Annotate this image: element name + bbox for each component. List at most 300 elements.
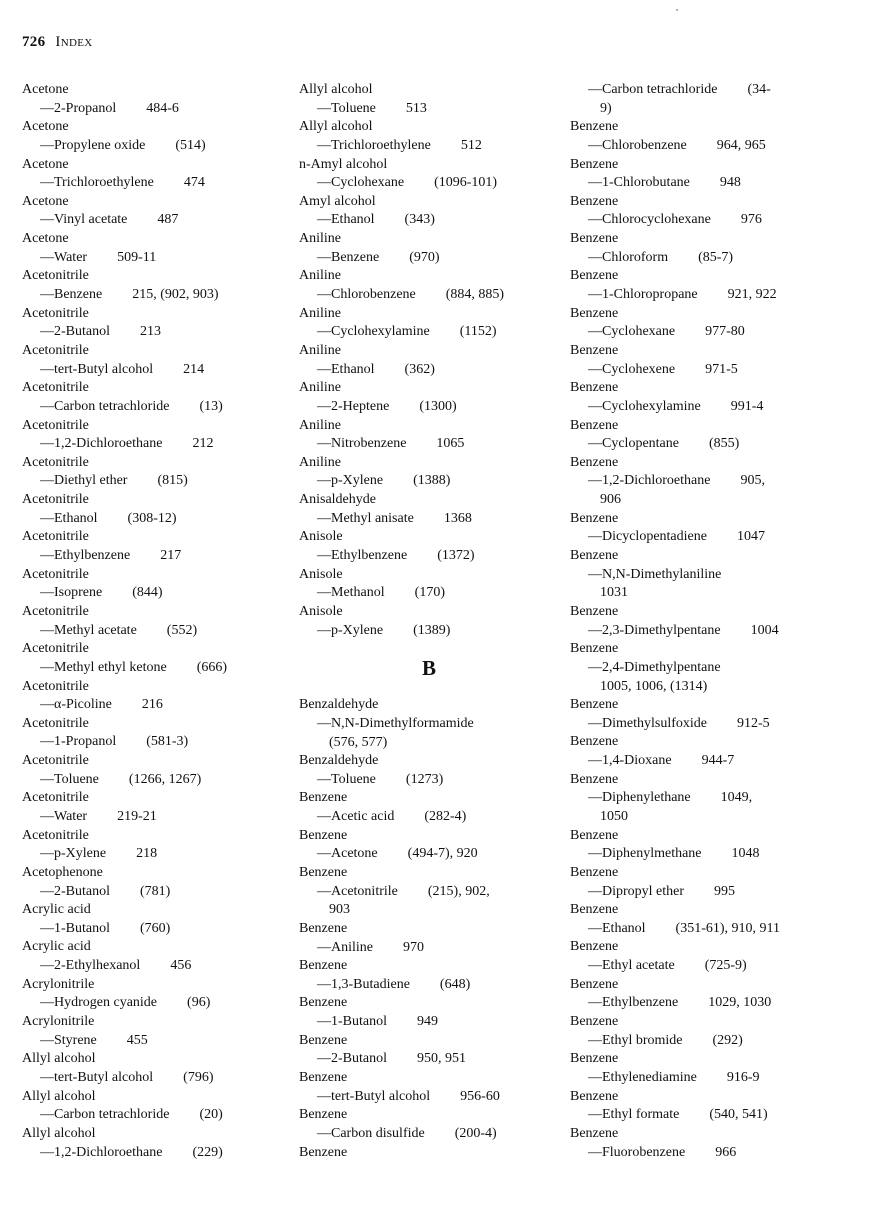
page-references: (666) [196, 659, 228, 675]
index-subentry [570, 566, 860, 585]
page-references: (970) [409, 249, 440, 265]
index-heading: Benzene [570, 939, 619, 955]
index-subentry [299, 1050, 559, 1069]
subentry-term: —1-Chlorobutane [588, 175, 690, 191]
subentry-term: —Cyclohexylamine [588, 398, 701, 414]
page-references: 995 [714, 883, 736, 899]
index-heading: Aniline [299, 342, 341, 358]
subentry-term: —Dipropyl ether [588, 883, 685, 899]
subentry-term: —2-Ethylhexanol [40, 958, 141, 974]
subentry-term: —Aniline [317, 939, 373, 955]
index-heading: Allyl alcohol [22, 1051, 96, 1067]
index-subentry [299, 808, 559, 827]
index-heading: Benzene [570, 976, 619, 992]
index-heading: Benzene [570, 119, 619, 135]
subentry-term: —N,N-Dimethylaniline [588, 566, 722, 582]
page-references: 971-5 [705, 361, 738, 377]
subentry-term: —tert-Butyl alcohol [317, 1088, 431, 1104]
index-heading: Benzene [570, 342, 619, 358]
index-subentry [570, 752, 860, 771]
page-references: 512 [460, 137, 482, 153]
index-heading: Benzene [570, 771, 619, 787]
index-heading: Benzene [570, 380, 619, 396]
page-references: (215), 902, [427, 883, 490, 899]
index-subentry [299, 1125, 559, 1144]
index-heading: Allyl alcohol [22, 1125, 96, 1141]
index-subentry [570, 323, 860, 342]
subentry-term: —Carbon tetrachloride [40, 398, 170, 414]
index-subentry [570, 957, 860, 976]
index-heading: Benzene [299, 1144, 348, 1160]
subentry-term: —p-Xylene [317, 622, 384, 638]
subentry-term: —Diethyl ether [40, 473, 128, 489]
index-subentry [299, 1088, 559, 1107]
page-references-continued: 9) [600, 100, 612, 116]
subentry-term: —Chlorocyclohexane [588, 212, 711, 228]
index-subentry [299, 1013, 559, 1032]
index-subentry [570, 211, 860, 230]
subentry-term: —2-Propanol [40, 100, 117, 116]
index-heading: Aniline [299, 454, 341, 470]
page-references-continued: 1050 [600, 808, 628, 824]
index-heading: Allyl alcohol [299, 82, 373, 97]
index-subentry [299, 771, 559, 790]
index-heading: Benzene [570, 1088, 619, 1104]
page-references: 487 [157, 212, 179, 228]
subentry-term: —Ethanol [588, 920, 646, 936]
page-references: 1065 [436, 436, 465, 452]
index-subentry [570, 920, 860, 939]
index-heading: Acetonitrile [22, 566, 89, 582]
subentry-term: —Fluorobenzene [588, 1144, 686, 1160]
subentry-term: —Diphenylethane [588, 790, 691, 806]
page-references: (229) [192, 1144, 223, 1160]
page-number: 726 [22, 34, 46, 50]
index-heading: Benzene [570, 268, 619, 284]
page-references: (20) [199, 1107, 223, 1123]
index-heading: Benzene [299, 827, 348, 843]
index-heading: Benzaldehyde [299, 697, 379, 713]
page-references: (781) [140, 883, 171, 899]
index-column-3 [570, 81, 860, 1162]
page-references: (648) [439, 976, 471, 992]
index-subentry [299, 323, 559, 342]
index-subentry [299, 622, 559, 641]
page-references: 484-6 [146, 100, 179, 116]
index-subentry [570, 435, 860, 454]
index-heading: Aniline [299, 268, 341, 284]
index-heading: Benzene [570, 156, 619, 172]
index-heading: Acetonitrile [22, 641, 89, 657]
page-references: (581-3) [146, 734, 189, 750]
index-subentry [299, 715, 559, 734]
index-subentry [22, 733, 287, 752]
index-heading: Benzene [570, 1051, 619, 1067]
index-subentry [299, 472, 559, 491]
subentry-term: —Vinyl acetate [40, 212, 128, 228]
index-heading: Allyl alcohol [299, 119, 373, 135]
subentry-term: —Water [40, 808, 88, 824]
index-heading: Acetonitrile [22, 715, 89, 731]
subentry-term: —Acetic acid [317, 809, 395, 825]
index-heading: Benzene [570, 734, 619, 750]
page-references: (34- [747, 82, 771, 97]
index-heading: Acetonitrile [22, 305, 89, 321]
index-subentry [299, 845, 559, 864]
page-references: (884, 885) [445, 287, 505, 303]
page-references: (362) [404, 361, 435, 377]
index-heading: Acetone [22, 231, 69, 247]
index-subentry [299, 211, 559, 230]
index-subentry [570, 398, 860, 417]
index-subentry [22, 398, 287, 417]
page-references: (85-7) [698, 249, 734, 265]
page-references: (844) [132, 585, 163, 601]
subentry-term: —Dimethylsulfoxide [588, 715, 707, 731]
subentry-term: —Chlorobenzene [317, 287, 416, 303]
subentry-term: —Cyclohexene [588, 361, 676, 377]
subentry-term: —Methanol [317, 585, 385, 601]
page-references: (170) [414, 585, 445, 601]
page-references: (815) [157, 473, 188, 489]
subentry-term: —Chloroform [588, 249, 669, 265]
index-heading: Benzene [299, 790, 348, 806]
page-references: 215, (902, 903) [132, 287, 219, 303]
index-heading: Benzene [299, 958, 348, 974]
subentry-term: —Isoprene [40, 585, 103, 601]
subentry-term: —Hydrogen cyanide [40, 995, 158, 1011]
page-references: (1300) [419, 398, 457, 414]
page-references: 456 [170, 958, 192, 974]
page-references: 950, 951 [417, 1051, 466, 1067]
index-heading: Acetonitrile [22, 603, 89, 619]
index-heading: Acrylonitrile [22, 1014, 95, 1030]
index-heading: Aniline [299, 305, 341, 321]
index-subentry [570, 137, 860, 156]
subentry-term: —Diphenylmethane [588, 846, 702, 862]
index-subentry [22, 361, 287, 380]
index-subentry [22, 1144, 287, 1163]
page-references-continued: 906 [600, 492, 621, 508]
page-references-continued: 1005, 1006, (1314) [600, 678, 708, 694]
subentry-term: —Cyclohexylamine [317, 324, 430, 340]
index-subentry [22, 1069, 287, 1088]
subentry-term: —Methyl acetate [40, 622, 137, 638]
subentry-term: —Acetone [317, 846, 378, 862]
index-subentry [299, 939, 559, 958]
page-references: 509-11 [117, 249, 157, 265]
subentry-term: —Carbon tetrachloride [588, 82, 718, 97]
subentry-term: —2-Heptene [317, 398, 390, 414]
page-references: 216 [141, 697, 163, 713]
index-heading: Benzene [570, 1014, 619, 1030]
page-references: (514) [175, 137, 206, 153]
section-letter: B [421, 656, 436, 681]
index-subentry [22, 659, 287, 678]
index-subentry [22, 883, 287, 902]
running-title: Index [55, 34, 93, 50]
index-heading: Acetone [22, 82, 69, 97]
page-references: 976 [740, 212, 762, 228]
index-subentry [22, 696, 287, 715]
page-references: (308-12) [127, 510, 177, 526]
index-subentry [22, 435, 287, 454]
index-heading: Acrylonitrile [22, 976, 95, 992]
subentry-term: —Styrene [40, 1032, 97, 1048]
subentry-term: —Chlorobenzene [588, 137, 687, 153]
page-references: 1004 [750, 622, 779, 638]
index-heading: Benzene [570, 193, 619, 209]
page-references: 964, 965 [716, 137, 766, 153]
subentry-term: —Cyclohexane [317, 175, 405, 191]
page-references: (351-61), 910, 911 [675, 920, 781, 936]
index-subentry [570, 789, 860, 808]
subentry-term: —Ethanol [40, 510, 98, 526]
index-subentry [22, 1106, 287, 1125]
index-subentry [570, 845, 860, 864]
index-subentry [299, 286, 559, 305]
index-heading: Acetonitrile [22, 454, 89, 470]
index-heading: Aniline [299, 380, 341, 396]
subentry-term: —Cyclopentane [588, 436, 679, 452]
subentry-term: —1-Chloropropane [588, 287, 698, 303]
subentry-term: —Cyclohexane [588, 324, 676, 340]
subentry-term: —2-Butanol [317, 1051, 387, 1067]
page-references: 956-60 [460, 1088, 500, 1104]
subentry-term: —2-Butanol [40, 883, 110, 899]
index-subentry [22, 584, 287, 603]
index-heading: Benzene [299, 920, 348, 936]
page-references: (796) [183, 1069, 214, 1085]
index-heading: Benzene [570, 548, 619, 564]
index-heading: Benzene [570, 902, 619, 918]
subentry-term: —Ethanol [317, 212, 375, 228]
subentry-term: —Ethyl bromide [588, 1032, 683, 1048]
index-heading: Benzene [299, 864, 348, 880]
index-subentry [570, 472, 860, 491]
index-heading: Acetonitrile [22, 342, 89, 358]
index-heading: Benzaldehyde [299, 753, 379, 769]
page-references: (1266, 1267) [128, 771, 202, 787]
subentry-term: —Toluene [40, 771, 99, 787]
index-subentry [299, 100, 559, 119]
subentry-term: —Methyl ethyl ketone [40, 659, 167, 675]
subentry-term: —1,4-Dioxane [588, 753, 672, 769]
index-heading: Acetonitrile [22, 827, 89, 843]
index-subentry [570, 1069, 860, 1088]
page-references: (292) [712, 1032, 743, 1048]
subentry-term: —2,3-Dimethylpentane [588, 622, 721, 638]
page-references: 219-21 [117, 808, 157, 824]
page-references: (200-4) [454, 1125, 497, 1141]
index-subentry [22, 622, 287, 641]
index-subentry [299, 361, 559, 380]
page-references: 513 [405, 100, 427, 116]
index-subentry [22, 994, 287, 1013]
index-heading: Acetonitrile [22, 790, 89, 806]
index-subentry [22, 100, 287, 119]
page-references: 1048 [731, 846, 760, 862]
subentry-term: —1,3-Butadiene [317, 976, 410, 992]
index-heading: Allyl alcohol [22, 1088, 96, 1104]
subentry-term: —Water [40, 249, 88, 265]
subentry-term: —Propylene oxide [40, 137, 146, 153]
subentry-term: —Benzene [317, 249, 380, 265]
subentry-term: —2,4-Dimethylpentane [588, 659, 721, 675]
index-subentry [299, 249, 559, 268]
page-references: 944-7 [701, 753, 735, 769]
subentry-term: —Ethanol [317, 361, 375, 377]
subentry-term: —α-Picoline [40, 697, 112, 713]
index-subentry [570, 1032, 860, 1051]
subentry-term: —p-Xylene [40, 846, 107, 862]
index-subentry [570, 1144, 860, 1163]
page-references: 217 [160, 548, 182, 564]
page-references: 213 [140, 324, 161, 340]
page-references: 949 [417, 1014, 438, 1030]
subentry-term: —Dicyclopentadiene [588, 529, 707, 545]
index-subentry [570, 528, 860, 547]
index-subentry [299, 174, 559, 193]
subentry-term: —Ethylbenzene [588, 995, 679, 1011]
index-heading: Benzene [299, 1032, 348, 1048]
page-references: 1368 [443, 510, 472, 526]
index-subentry [299, 976, 559, 995]
index-heading: Aniline [299, 231, 341, 247]
page-references: 912-5 [737, 715, 770, 731]
page-references: (725-9) [704, 958, 747, 974]
index-subentry [299, 547, 559, 566]
index-subentry [22, 286, 287, 305]
index-subentry [22, 771, 287, 790]
index-heading: Acetonitrile [22, 678, 89, 694]
subentry-term: —Ethylenediamine [588, 1069, 697, 1085]
index-subentry [22, 920, 287, 939]
page-references-continued: 903 [329, 902, 350, 918]
index-subentry [570, 622, 860, 641]
index-heading: Benzene [570, 231, 619, 247]
index-heading: Acetone [22, 156, 69, 172]
index-subentry [22, 249, 287, 268]
subentry-term: —Trichloroethylene [317, 137, 431, 153]
index-subentry [570, 883, 860, 902]
index-subentry [570, 361, 860, 380]
page-references: (552) [166, 622, 198, 638]
page-references: 218 [136, 846, 158, 862]
index-heading: Acetonitrile [22, 753, 89, 769]
subentry-term: —1,2-Dichloroethane [588, 473, 711, 489]
index-subentry [570, 249, 860, 268]
index-heading: Benzene [570, 641, 619, 657]
index-subentry [299, 398, 559, 417]
index-subentry [570, 174, 860, 193]
index-subentry [570, 994, 860, 1013]
page-references: (540, 541) [709, 1107, 768, 1123]
subentry-term: —Acetonitrile [317, 883, 398, 899]
index-heading: Benzene [570, 603, 619, 619]
index-heading: Anisaldehyde [299, 492, 376, 508]
subentry-term: —Toluene [317, 771, 376, 787]
index-heading: Acetone [22, 119, 69, 135]
page-references: 916-9 [726, 1069, 760, 1085]
index-subentry [299, 137, 559, 156]
index-column-1 [22, 81, 287, 1162]
subentry-term: —Ethyl formate [588, 1107, 680, 1123]
index-heading: Benzene [570, 454, 619, 470]
index-heading: Amyl alcohol [299, 193, 376, 209]
page-references: (1096-101) [434, 175, 498, 191]
page-references: 921, 922 [727, 287, 777, 303]
index-heading: Benzene [570, 305, 619, 321]
page-references: 977-80 [705, 324, 745, 340]
page-references: 905, [740, 473, 765, 489]
subentry-term: —Ethyl acetate [588, 958, 675, 974]
index-heading: Anisole [299, 529, 343, 545]
page-references: 1047 [736, 529, 765, 545]
page-references: 1029, 1030 [708, 995, 772, 1011]
subentry-term: —N,N-Dimethylformamide [317, 715, 474, 731]
subentry-term: —Benzene [40, 287, 103, 303]
page-references: (1273) [405, 771, 444, 787]
page-references: 474 [183, 175, 205, 191]
subentry-term: —1,2-Dichloroethane [40, 1144, 163, 1160]
index-heading: Acetonitrile [22, 380, 89, 396]
subentry-term: —tert-Butyl alcohol [40, 361, 154, 377]
index-heading: Anisole [299, 603, 343, 619]
index-subentry [299, 435, 559, 454]
page-references: (1388) [413, 473, 451, 489]
index-subentry [22, 957, 287, 976]
index-heading: Benzene [570, 510, 619, 526]
index-heading: n-Amyl alcohol [299, 156, 388, 172]
index-heading: Anisole [299, 566, 343, 582]
index-subentry [22, 174, 287, 193]
index-subentry [570, 286, 860, 305]
index-heading: Acetone [22, 193, 69, 209]
index-subentry [570, 81, 860, 100]
index-column-2 [299, 81, 559, 1162]
page-references: (1152) [459, 324, 497, 340]
index-subentry [22, 323, 287, 342]
subentry-term: —Methyl anisate [317, 510, 414, 526]
page-references: (96) [187, 995, 211, 1011]
page-references: 214 [183, 361, 205, 377]
index-subentry [570, 659, 860, 678]
page-references: 991-4 [730, 398, 764, 414]
subentry-term: —1-Butanol [317, 1014, 387, 1030]
index-subentry [22, 137, 287, 156]
index-heading: Benzene [299, 995, 348, 1011]
index-heading: Benzene [570, 1125, 619, 1141]
subentry-term: —Trichloroethylene [40, 175, 154, 191]
page-references: (282-4) [424, 809, 467, 825]
subentry-term: —1,2-Dichloroethane [40, 436, 163, 452]
index-heading: Acrylic acid [22, 939, 91, 955]
index-heading: Acetonitrile [22, 268, 89, 284]
page-references: 1049, [720, 790, 753, 806]
page-references: (494-7), 920 [407, 846, 478, 862]
page-references: (760) [140, 920, 171, 936]
page-references-continued: 1031 [600, 585, 628, 601]
page-references-continued: (576, 577) [329, 734, 388, 750]
index-subentry [570, 715, 860, 734]
page-references: 970 [403, 939, 424, 955]
page-references: (343) [404, 212, 435, 228]
index-heading: Acrylic acid [22, 902, 91, 918]
page-references: 966 [715, 1144, 737, 1160]
index-heading: Acetophenone [22, 864, 103, 880]
page-references: 455 [126, 1032, 148, 1048]
